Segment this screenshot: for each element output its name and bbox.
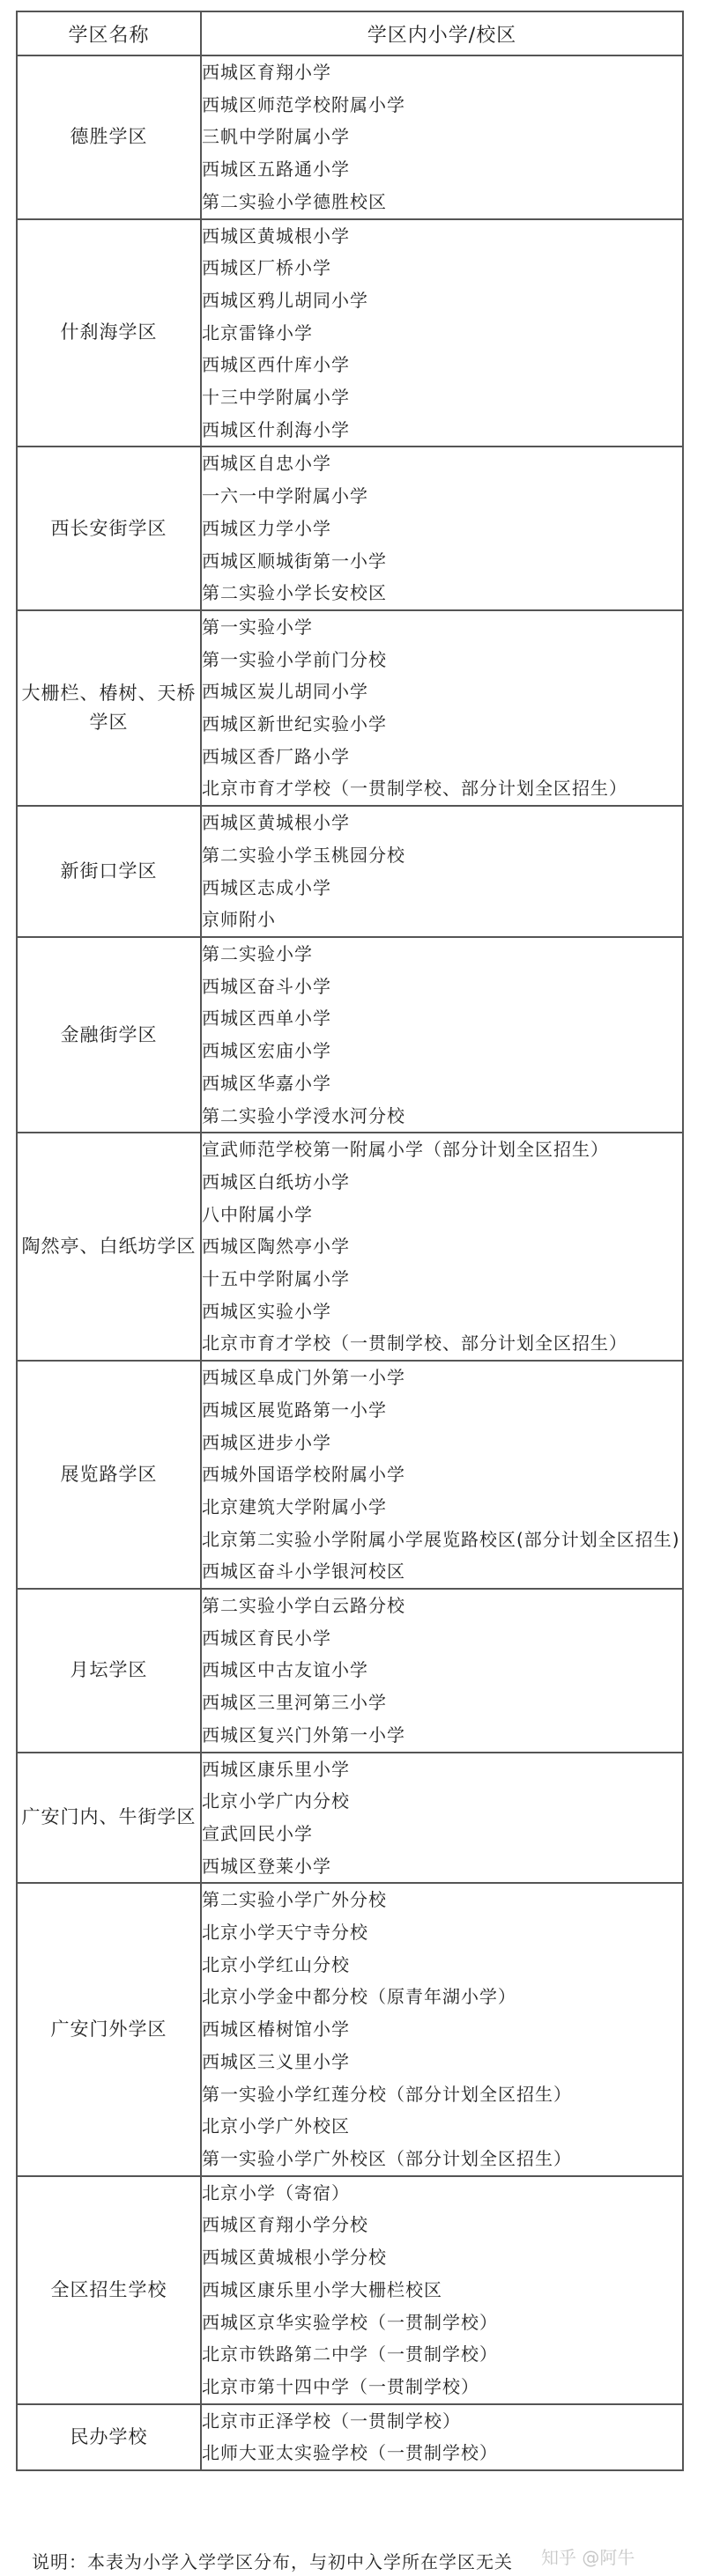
- school-item: 西城区炭儿胡同小学: [202, 681, 368, 703]
- school-list: [201, 2176, 683, 2404]
- school-district-table: [16, 11, 684, 2471]
- school-list: [201, 1361, 683, 1589]
- table-row: [17, 1361, 683, 1589]
- school-item: 北京市正泽学校（一贯制学校）: [202, 2410, 461, 2432]
- watermark: 知乎 @阿牛: [541, 2547, 635, 2568]
- table-row: [17, 1753, 683, 1884]
- school-item: 北京小学红山分校: [202, 1953, 350, 1975]
- school-item: 西城区宏庙小学: [202, 1040, 331, 1062]
- school-item: 西城区三义里小学: [202, 2050, 350, 2072]
- school-item: 西城区进步小学: [202, 1431, 331, 1453]
- district-name: 陶然亭、白纸坊学区: [17, 1133, 201, 1361]
- school-item: 第二实验小学玉桃园分校: [202, 844, 405, 866]
- school-item: 北京雷锋小学: [202, 321, 313, 343]
- school-item: 西城区实验小学: [202, 1300, 331, 1322]
- table-row: [17, 55, 683, 219]
- school-item: 西城区厂桥小学: [202, 257, 331, 279]
- table-row: [17, 610, 683, 806]
- school-item: 西城区展览路第一小学: [202, 1399, 387, 1421]
- school-list: [201, 1133, 683, 1361]
- school-item: 西城区黄城根小学: [202, 812, 350, 834]
- school-item: 西城区什刹海小学: [202, 418, 350, 440]
- table-row: [17, 447, 683, 610]
- school-list: [201, 1883, 683, 2175]
- school-list: [201, 447, 683, 610]
- school-item: 西城区康乐里小学: [202, 1758, 350, 1780]
- school-list: [201, 1589, 683, 1753]
- school-item: 宣武回民小学: [202, 1822, 313, 1844]
- school-item: 西城区三里河第三小学: [202, 1692, 387, 1714]
- footnote: 说明：本表为小学入学学区分布，与初中入学所在学区无关: [32, 2551, 513, 2572]
- school-item: 北京小学广内分校: [202, 1790, 350, 1812]
- school-item: 西城区复兴门外第一小学: [202, 1723, 405, 1746]
- school-list: [201, 55, 683, 219]
- school-item: 西城区西什库小学: [202, 354, 350, 376]
- school-item: 北京小学广外校区: [202, 2115, 350, 2137]
- school-item: 第一实验小学红莲分校（部分计划全区招生）: [202, 2083, 572, 2105]
- school-item: 西城区陶然亭小学: [202, 1236, 350, 1258]
- school-item: 西城区师范学校附属小学: [202, 93, 405, 115]
- school-item: 第二实验小学德胜校区: [202, 190, 387, 212]
- school-item: 第二实验小学: [202, 942, 313, 964]
- district-name: 什刹海学区: [17, 219, 201, 447]
- school-item: 西城区登莱小学: [202, 1855, 331, 1877]
- school-item: 第一实验小学广外校区（部分计划全区招生）: [202, 2148, 572, 2169]
- school-item: 三帆中学附属小学: [202, 126, 350, 148]
- school-item: 西城区育民小学: [202, 1627, 331, 1649]
- school-item: 宣武师范学校第一附属小学（部分计划全区招生）: [202, 1139, 609, 1161]
- school-item: 西城区志成小学: [202, 876, 331, 898]
- school-item: 西城区育翔小学: [202, 62, 331, 83]
- district-name: 新街口学区: [17, 806, 201, 937]
- school-item: 北京市铁路第二中学（一贯制学校）: [202, 2343, 498, 2366]
- school-item: 第二实验小学白云路分校: [202, 1595, 405, 1617]
- table-row: [17, 1883, 683, 2175]
- school-item: 西城区白纸坊小学: [202, 1170, 350, 1192]
- district-name: 德胜学区: [17, 55, 201, 219]
- table-row: [17, 1589, 683, 1753]
- header-schools: 学区内小学/校区: [201, 11, 683, 55]
- school-item: 西城区阜成门外第一小学: [202, 1367, 405, 1389]
- school-item: 第二实验小学涭水河分校: [202, 1104, 405, 1126]
- district-name: 民办学校: [17, 2404, 201, 2470]
- school-item: 西城区华嘉小学: [202, 1072, 331, 1094]
- school-item: 北京市育才学校（一贯制学校、部分计划全区招生）: [202, 778, 627, 800]
- district-name: 大栅栏、椿树、天桥学区: [17, 610, 201, 806]
- school-item: 第二实验小学长安校区: [202, 582, 387, 604]
- table-header-row: [17, 11, 683, 55]
- school-item: 西城区香厂路小学: [202, 745, 350, 767]
- school-item: 西城区中古友谊小学: [202, 1659, 368, 1681]
- school-item: 西城区京华实验学校（一贯制学校）: [202, 2311, 498, 2333]
- school-item: 八中附属小学: [202, 1203, 313, 1225]
- school-item: 北京小学天宁寺分校: [202, 1922, 368, 1944]
- school-item: 十三中学附属小学: [202, 387, 350, 409]
- school-item: 北京市育才学校（一贯制学校、部分计划全区招生）: [202, 1332, 627, 1354]
- school-item: 西城外国语学校附属小学: [202, 1464, 405, 1486]
- school-list: [201, 806, 683, 937]
- district-name: 金融街学区: [17, 937, 201, 1133]
- school-item: 十五中学附属小学: [202, 1268, 350, 1290]
- school-item: 京师附小: [202, 909, 276, 931]
- school-item: 西城区奋斗小学: [202, 975, 331, 997]
- school-item: 西城区育翔小学分校: [202, 2214, 368, 2236]
- school-item: 北京小学金中都分校（原青年湖小学）: [202, 1986, 516, 2008]
- school-list: [201, 219, 683, 447]
- school-item: 西城区西单小学: [202, 1008, 331, 1030]
- table-row: [17, 1133, 683, 1361]
- school-item: 西城区黄城根小学分校: [202, 2247, 387, 2269]
- district-name: 广安门外学区: [17, 1883, 201, 2175]
- school-item: 北京市第十四中学（一贯制学校）: [202, 2375, 479, 2397]
- table-row: [17, 219, 683, 447]
- header-district-name: 学区名称: [17, 11, 201, 55]
- school-item: 西城区黄城根小学: [202, 225, 350, 247]
- school-item: 西城区鸦儿胡同小学: [202, 289, 368, 311]
- school-list: [201, 2404, 683, 2470]
- school-item: 西城区康乐里小学大栅栏校区: [202, 2278, 442, 2300]
- school-list: [201, 610, 683, 806]
- school-item: 西城区五路通小学: [202, 159, 350, 181]
- school-item: 北京第二实验小学附属小学展览路校区(部分计划全区招生): [202, 1528, 680, 1550]
- district-name: 展览路学区: [17, 1361, 201, 1589]
- school-item: 西城区自忠小学: [202, 453, 331, 475]
- school-item: 西城区顺城街第一小学: [202, 550, 387, 572]
- table-row: [17, 937, 683, 1133]
- district-name: 月坛学区: [17, 1589, 201, 1753]
- district-name: 广安门内、牛街学区: [17, 1753, 201, 1884]
- school-item: 北京小学（寄宿）: [202, 2181, 350, 2203]
- school-item: 西城区力学小学: [202, 517, 331, 539]
- school-item: 西城区椿树馆小学: [202, 2019, 350, 2041]
- school-item: 第一实验小学: [202, 616, 313, 638]
- school-item: 西城区奋斗小学银河校区: [202, 1561, 405, 1583]
- school-list: [201, 937, 683, 1133]
- school-item: 第一实验小学前门分校: [202, 648, 387, 670]
- table-row: [17, 806, 683, 937]
- table-row: [17, 2404, 683, 2470]
- district-name: 全区招生学校: [17, 2176, 201, 2404]
- school-item: 西城区新世纪实验小学: [202, 713, 387, 735]
- table-row: [17, 2176, 683, 2404]
- school-item: 第二实验小学广外分校: [202, 1889, 387, 1911]
- school-item: 北京建筑大学附属小学: [202, 1495, 387, 1517]
- district-name: 西长安街学区: [17, 447, 201, 610]
- school-list: [201, 1753, 683, 1884]
- school-item: 一六一中学附属小学: [202, 485, 368, 507]
- school-item: 北师大亚太实验学校（一贯制学校）: [202, 2442, 498, 2464]
